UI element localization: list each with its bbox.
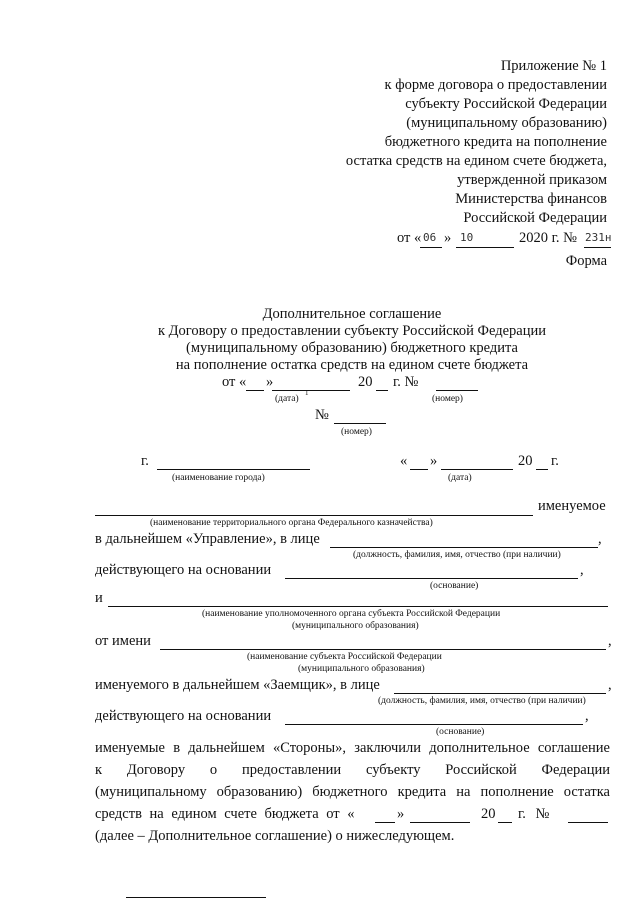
footnote-marker: 1 <box>305 389 309 397</box>
appendix-line: Российской Федерации <box>463 210 607 226</box>
appendix-line: (муниципальному образованию) <box>406 115 607 131</box>
handwritten-number: 231н <box>585 231 612 244</box>
form-label: Форма <box>565 253 607 269</box>
appendix-line: Министерства финансов <box>455 191 607 207</box>
footnote-separator <box>126 897 266 898</box>
appendix-line: Приложение № 1 <box>500 58 607 74</box>
appendix-line: утвержденной приказом <box>457 172 607 188</box>
handwritten-month: 10 <box>460 231 474 244</box>
appendix-line: к форме договора о предоставлении <box>384 77 607 93</box>
appendix-line: остатка средств на едином счете бюджета, <box>345 153 607 169</box>
handwritten-day: 06 <box>423 231 437 244</box>
appendix-line: бюджетного кредита на пополнение <box>384 134 607 150</box>
appendix-line: субъекту Российской Федерации <box>405 96 607 112</box>
